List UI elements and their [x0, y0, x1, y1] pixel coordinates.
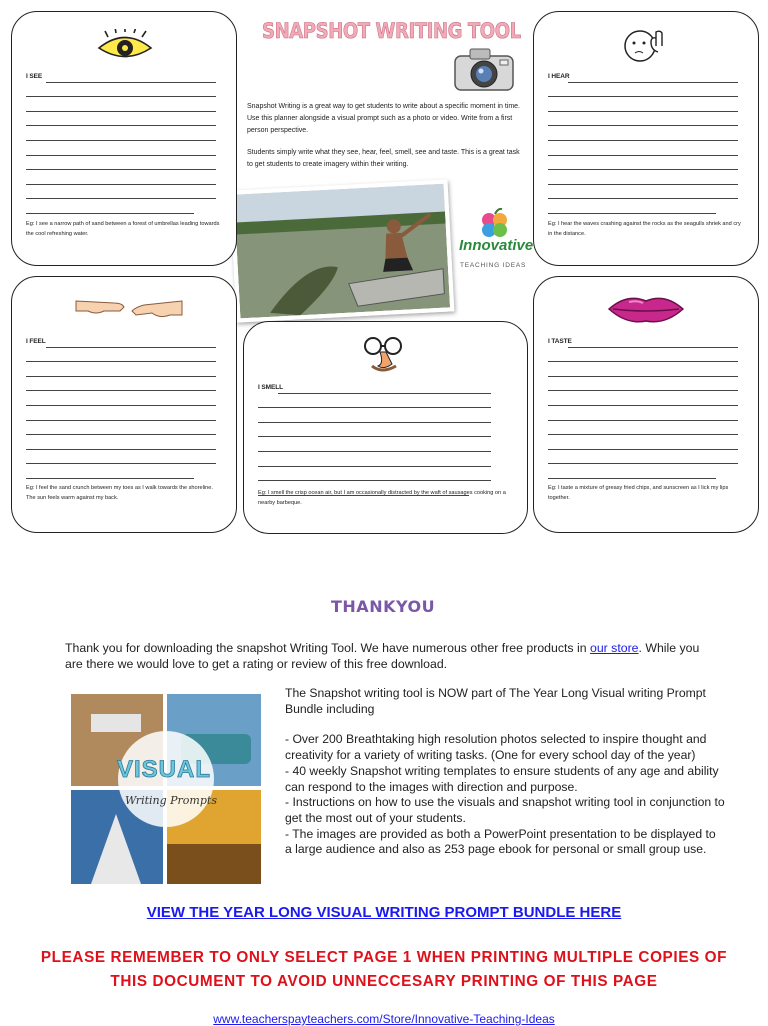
print-warning: PLEASE REMEMBER TO ONLY SELECT PAGE 1 WHEN PRINTING MULTIPLE COPIES OF THIS DOCUMENT TO AVOID UNNECCESARY PRINTING OF THIS PAGE [40, 949, 728, 990]
see-writing-lines[interactable] [26, 68, 216, 214]
intro-paragraph-2: Students simply write what they see, hear, feel, smell, see and taste. This is a great task to get students to create imagery within their writing. [247, 149, 520, 168]
taste-example: Eg: I taste a mixture of greasy fried chips, and sunscreen as I lick my lips together. [548, 485, 729, 501]
see-box [11, 11, 237, 266]
feel-label: I FEEL [26, 338, 46, 345]
apple-logo-icon [478, 208, 512, 240]
bundle-point: - The images are provided as both a PowerPoint presentation to be displayed to a large audience and also as 253 page ebook for personal or small group use. [285, 826, 716, 857]
intro-paragraph-1: Snapshot Writing is a great way to get students to write about a specific moment in time. Use this planner alongside a visual prompt such as a photo or video. Write from a first person perspective. [247, 103, 521, 134]
bundle-point: - Over 200 Breathtaking high resolution photos selected to inspire thought and creativity for a variety of writing tasks. (One for every school day of the year) [285, 732, 707, 763]
feel-writing-lines[interactable] [26, 333, 216, 479]
view-bundle-link[interactable]: VIEW THE YEAR LONG VISUAL WRITING PROMPT BUNDLE HERE [146, 904, 622, 921]
prompt-photo [230, 179, 455, 322]
taste-label: I TASTE [548, 338, 572, 345]
bundle-description [285, 686, 725, 858]
bundle-collage-image [71, 694, 261, 884]
taste-writing-lines[interactable] [548, 333, 738, 479]
bundle-intro: The Snapshot writing tool is NOW part of The Year Long Visual writing Prompt Bundle including [285, 686, 706, 716]
smell-box [243, 321, 528, 534]
logo-name: Innovative [459, 237, 534, 254]
hear-box [533, 11, 759, 266]
ear-icon [620, 24, 670, 64]
smell-label: I SMELL [258, 384, 283, 391]
smell-example: Eg: I smell the crisp ocean air, but I am occasionally distracted by the waft of sausages cooking on a nearby barbeque. [258, 490, 506, 506]
hands-icon [74, 289, 184, 325]
hear-label: I HEAR [548, 73, 570, 80]
feel-box [11, 276, 237, 533]
page-title: SNAPSHOT WRITING TOOL [262, 19, 521, 43]
camera-icon [450, 44, 520, 94]
collage-word: VISUAL [117, 756, 212, 783]
bundle-point: - Instructions on how to use the visuals and snapshot writing tool in conjunction to get the most out of your students. [285, 795, 725, 825]
store-link[interactable]: our store [589, 641, 639, 655]
store-url-link[interactable]: www.teacherspayteachers.com/Store/Innovative-Teaching-Ideas [213, 1012, 555, 1026]
logo-subtitle: TEACHING IDEAS [460, 262, 527, 269]
bundle-link-line [0, 904, 768, 921]
smell-writing-lines[interactable] [258, 379, 491, 496]
eye-icon [96, 29, 154, 63]
nose-icon [362, 334, 406, 372]
hear-example: Eg: I hear the waves crashing against the rocks as the seagulls shriek and cry in the distance. [548, 221, 741, 237]
hear-writing-lines[interactable] [548, 68, 738, 214]
collage-subtitle: Writing Prompts [125, 794, 217, 807]
thankyou-heading: THANKYOU [331, 597, 436, 616]
feel-example: Eg: I feel the sand crunch between my toes as I walk towards the shoreline. The sun feels warm against my back. [26, 485, 213, 501]
see-label: I SEE [26, 73, 43, 80]
taste-box [533, 276, 759, 533]
thankyou-paragraph: Thank you for downloading the snapshot Writing Tool. We have numerous other free products in our store. While you are there we would love to get a rating or review of this free download. [65, 641, 700, 671]
bundle-point: - 40 weekly Snapshot writing templates to ensure students of any age and ability can respond to the images with direction and purpose. [285, 763, 719, 794]
see-example: Eg: I see a narrow path of sand between a forest of umbrellas leading towards the cool refreshing water. [26, 221, 220, 237]
lips-icon [607, 293, 685, 325]
